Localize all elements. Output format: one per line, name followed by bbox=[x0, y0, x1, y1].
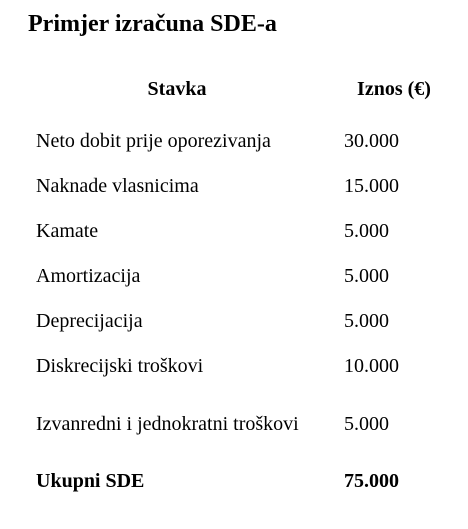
row-amount: 30.000 bbox=[344, 129, 399, 152]
row-item: Diskrecijski troškovi bbox=[36, 354, 204, 377]
table-row bbox=[24, 163, 444, 208]
header-amount: Iznos (€) bbox=[357, 78, 431, 100]
total-label: Ukupni SDE bbox=[36, 470, 145, 492]
sde-table bbox=[24, 60, 444, 502]
row-amount: 5.000 bbox=[344, 309, 389, 332]
table-row bbox=[24, 343, 444, 388]
total-row bbox=[24, 460, 444, 502]
row-amount: 10.000 bbox=[344, 354, 399, 377]
table-row bbox=[24, 298, 444, 343]
row-amount: 5.000 bbox=[344, 264, 389, 287]
header-item: Stavka bbox=[147, 78, 207, 100]
row-item: Neto dobit prije oporezivanja bbox=[36, 129, 271, 152]
row-amount: 5.000 bbox=[344, 413, 389, 435]
table-row bbox=[24, 208, 444, 253]
table-row bbox=[24, 253, 444, 298]
row-item: Deprecijacija bbox=[36, 309, 143, 332]
row-item: Kamate bbox=[36, 219, 99, 242]
page-title: Primjer izračuna SDE-a bbox=[28, 11, 277, 37]
row-amount: 5.000 bbox=[344, 219, 389, 242]
total-amount: 75.000 bbox=[344, 470, 399, 492]
row-item: Amortizacija bbox=[36, 264, 141, 287]
table-row bbox=[24, 388, 444, 460]
row-item: Izvanredni i jednokratni troškovi bbox=[36, 413, 299, 435]
row-item: Naknade vlasnicima bbox=[36, 174, 199, 197]
row-amount: 15.000 bbox=[344, 174, 399, 197]
table-row bbox=[24, 118, 444, 163]
table-header-row bbox=[24, 60, 444, 118]
